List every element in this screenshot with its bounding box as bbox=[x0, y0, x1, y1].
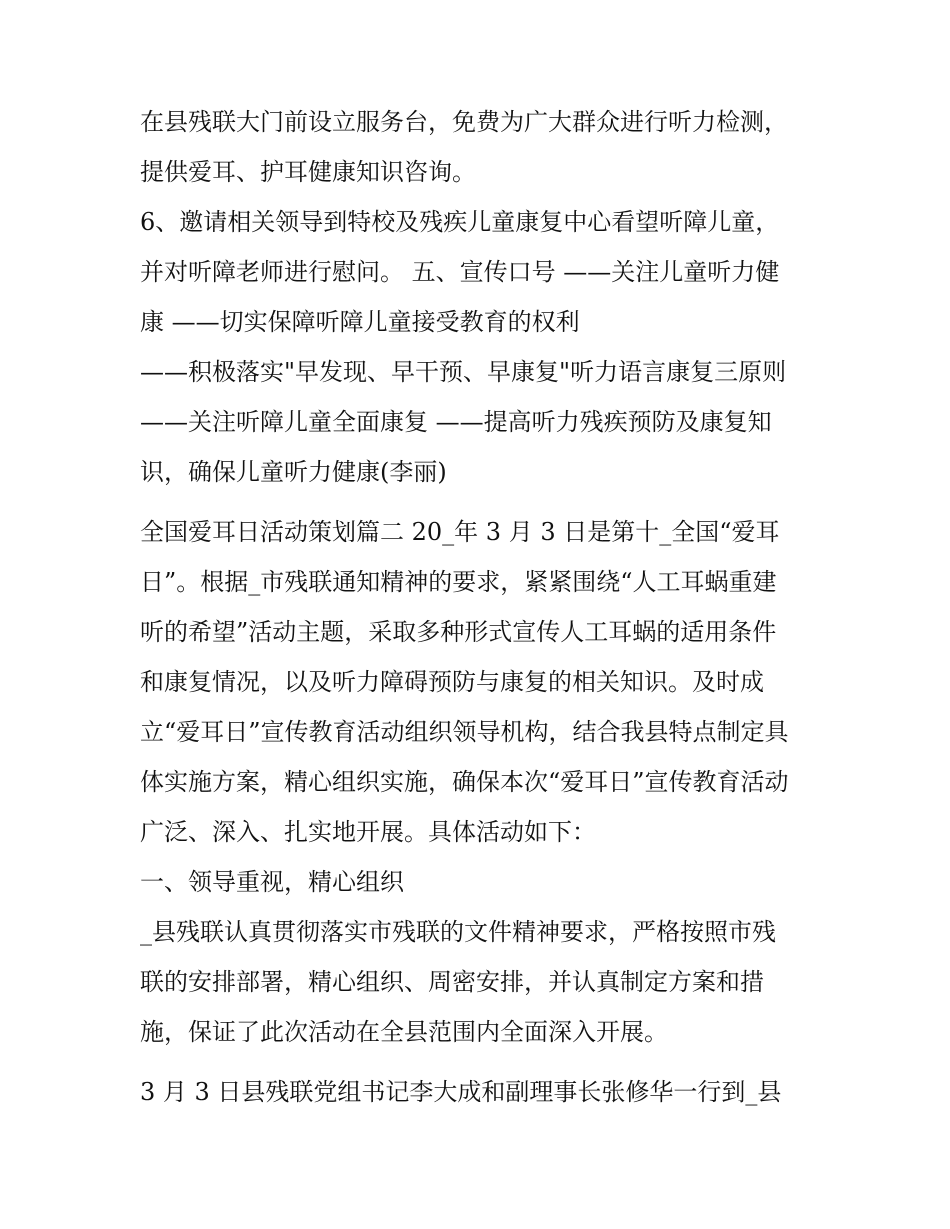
text-line: 康 ——切实保障听障儿童接受教育的权利 bbox=[140, 308, 580, 336]
text-line: 在县残联大门前设立服务台，免费为广大群众进行听力检测， bbox=[140, 108, 788, 136]
text-line: 全国爱耳日活动策划篇二 20_年 3 月 3 日是第十_全国“爱耳 bbox=[140, 518, 780, 546]
text-line: 施，保证了此次活动在全县范围内全面深入开展。 bbox=[140, 1018, 668, 1046]
text-line: ——积极落实"早发现、早干预、早康复"听力语言康复三原则 bbox=[140, 358, 787, 386]
text-line: ——关注听障儿童全面康复 ——提高听力残疾预防及康复知 bbox=[140, 408, 772, 436]
text-line: 广泛、深入、扎实地开展。具体活动如下： bbox=[140, 818, 596, 846]
text-line: 提供爱耳、护耳健康知识咨询。 bbox=[140, 158, 476, 186]
section-heading: 一、领导重视，精心组织 bbox=[140, 868, 404, 896]
text-line: 听的希望”活动主题，采取多种形式宣传人工耳蜗的适用条件 bbox=[140, 618, 777, 646]
text-line: 3 月 3 日县残联党组书记李大成和副理事长张修华一行到_县 bbox=[140, 1078, 782, 1106]
text-line: 并对听障老师进行慰问。 五、宣传口号 ——关注儿童听力健 bbox=[140, 258, 780, 286]
text-line: 6、邀请相关领导到特校及残疾儿童康复中心看望听障儿童， bbox=[140, 208, 780, 236]
text-line: 联的安排部署，精心组织、周密安排，并认真制定方案和措 bbox=[140, 968, 764, 996]
text-line: 日”。根据_市残联通知精神的要求，紧紧围绕“人工耳蜗重建 bbox=[140, 568, 777, 596]
text-line: 识，确保儿童听力健康(李丽) bbox=[140, 458, 447, 486]
text-line: _县残联认真贯彻落实市残联的文件精神要求，严格按照市残 bbox=[140, 918, 776, 946]
text-line: 和康复情况，以及听力障碍预防与康复的相关知识。及时成 bbox=[140, 668, 764, 696]
text-line: 立“爱耳日”宣传教育活动组织领导机构，结合我县特点制定具 bbox=[140, 718, 789, 746]
text-line: 体实施方案，精心组织实施，确保本次“爱耳日”宣传教育活动 bbox=[140, 768, 789, 796]
